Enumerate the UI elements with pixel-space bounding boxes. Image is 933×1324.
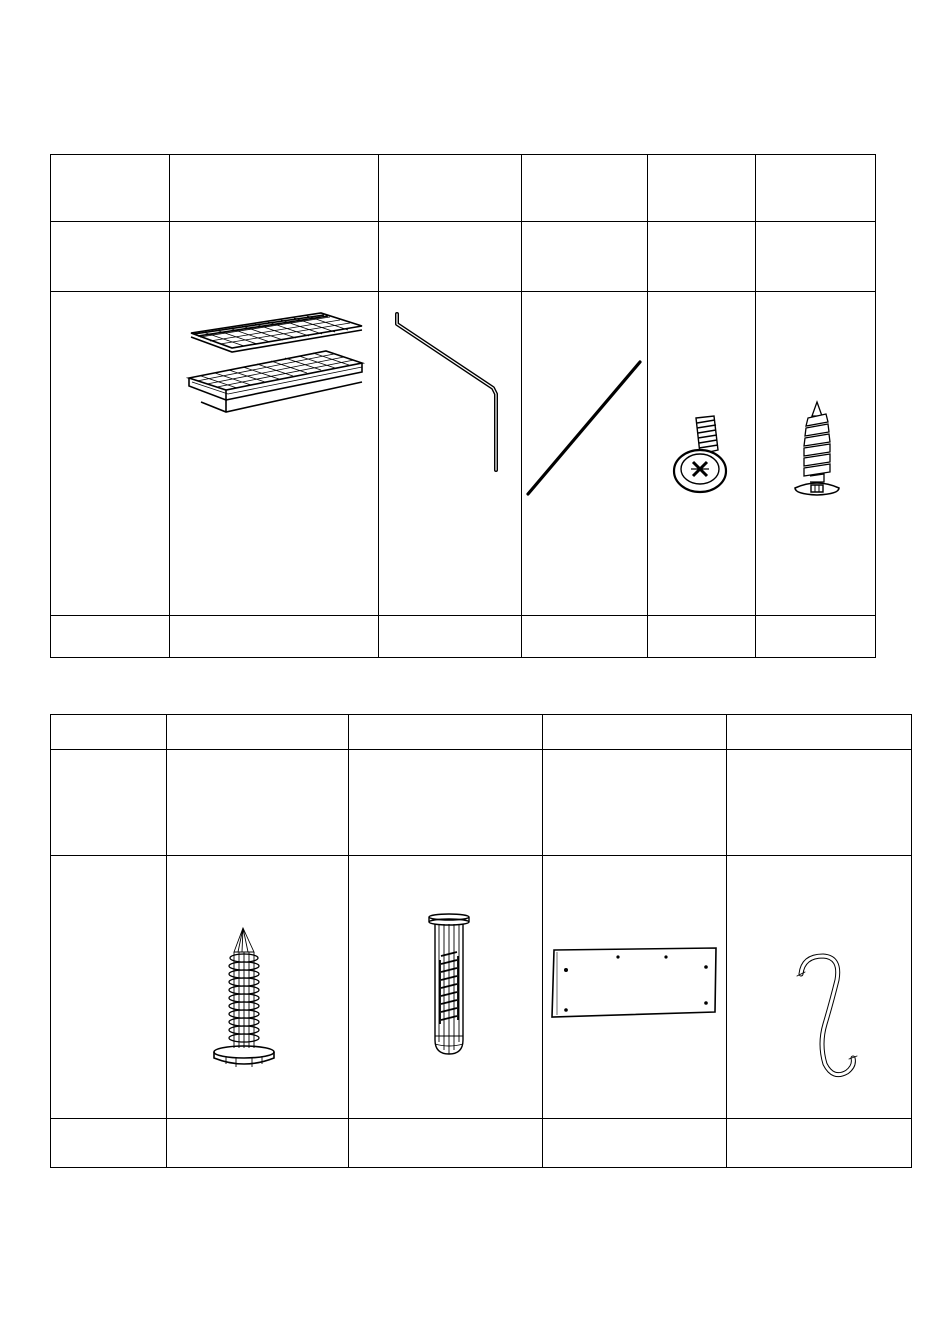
mounting-plate-icon	[548, 944, 720, 1024]
table-1-name-cell	[756, 222, 876, 292]
tapping-screw-icon	[792, 400, 842, 504]
wall-anchor-icon	[427, 912, 473, 1058]
parts-table-1	[50, 154, 876, 658]
table-2-quantity-cell	[51, 1119, 167, 1168]
table-1-name-cell	[648, 222, 756, 292]
table-2-name-cell	[727, 750, 912, 856]
parts-table-2	[50, 714, 912, 1168]
table-2-image-row-label	[51, 856, 167, 1119]
table-1-header-cell	[379, 155, 522, 222]
table-2-image-cell	[727, 856, 912, 1119]
table-1-name-cell	[51, 222, 170, 292]
table-2-image-cell	[167, 856, 349, 1119]
table-1-header-row	[51, 155, 876, 222]
s-hook-icon	[793, 952, 859, 1086]
table-2-header-cell	[727, 715, 912, 750]
table-1-image-cell	[522, 292, 648, 616]
table-2-name-cell	[167, 750, 349, 856]
table-1-quantity-cell	[522, 616, 648, 658]
table-1-name-cell	[170, 222, 379, 292]
table-1-quantity-cell	[648, 616, 756, 658]
table-2-name-cell	[543, 750, 727, 856]
table-1-image-cell	[648, 292, 756, 616]
table-1-image-row	[51, 292, 876, 616]
table-2-quantity-cell	[727, 1119, 912, 1168]
table-1-quantity-cell	[379, 616, 522, 658]
table-2-header-cell	[167, 715, 349, 750]
table-1-header-cell	[51, 155, 170, 222]
table-1-quantity-row	[51, 616, 876, 658]
table-2-name-cell	[349, 750, 543, 856]
table-2-quantity-cell	[167, 1119, 349, 1168]
table-1-header-cell	[756, 155, 876, 222]
table-2-header-row	[51, 715, 912, 750]
table-1-image-cell	[170, 292, 379, 616]
table-2-quantity-cell	[543, 1119, 727, 1168]
table-1-image-row-label	[51, 292, 170, 616]
table-1-header-cell	[170, 155, 379, 222]
table-1-image-cell	[756, 292, 876, 616]
table-1-name-cell	[379, 222, 522, 292]
table-2-quantity-cell	[349, 1119, 543, 1168]
table-2-image-cell	[349, 856, 543, 1119]
table-2-image-cell	[543, 856, 727, 1119]
table-2-name-row	[51, 750, 912, 856]
table-1-name-cell	[522, 222, 648, 292]
table-1-header-cell	[648, 155, 756, 222]
table-1-quantity-cell	[51, 616, 170, 658]
wood-screw-icon	[212, 926, 284, 1072]
table-1-name-row	[51, 222, 876, 292]
table-2-header-cell	[543, 715, 727, 750]
table-1-image-cell	[379, 292, 522, 616]
table-2-name-cell	[51, 750, 167, 856]
table-2-quantity-row	[51, 1119, 912, 1168]
table-1-header-cell	[522, 155, 648, 222]
table-1-quantity-cell	[756, 616, 876, 658]
table-1-quantity-cell	[170, 616, 379, 658]
machine-screw-icon	[670, 414, 734, 496]
table-2-image-row	[51, 856, 912, 1119]
wire-shelf-icon	[186, 308, 366, 423]
bent-rod-icon	[393, 310, 503, 475]
table-2-header-cell	[51, 715, 167, 750]
straight-rod-icon	[524, 358, 644, 498]
table-2-header-cell	[349, 715, 543, 750]
